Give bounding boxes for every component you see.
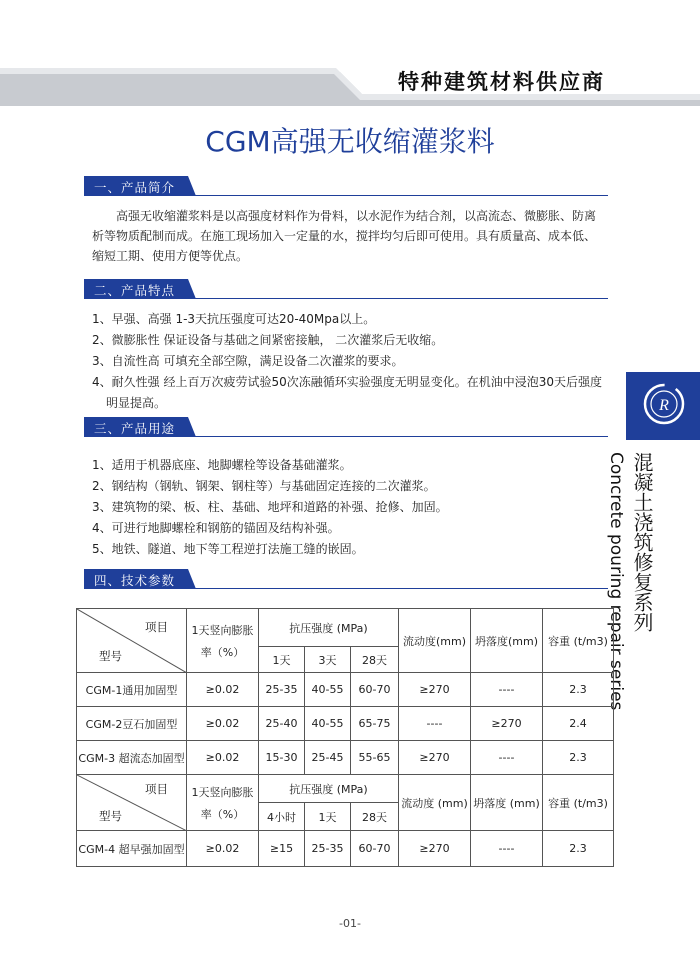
use-item: 2、钢结构（钢轨、钢架、钢柱等）与基础固定连接的二次灌浆。 [92, 479, 436, 493]
header-density: 容重 (t/m3) [543, 609, 614, 673]
feature-item: 明显提高。 [106, 396, 167, 410]
header-day: 1天 [305, 803, 351, 831]
section-divider [84, 588, 608, 589]
use-item: 3、建筑物的梁、板、柱、基础、地坪和道路的补强、抢修、加固。 [92, 500, 448, 514]
series-title-cn: 混凝土浇筑修复系列 [630, 452, 654, 632]
use-item: 5、地铁、隧道、地下等工程逆打法施工缝的嵌固。 [92, 542, 364, 556]
header-strength: 抗压强度 (MPa) [259, 609, 399, 647]
header-expansion: 1天竖向膨胀 率（%） [187, 775, 259, 831]
page-number: -01- [339, 917, 361, 930]
section-divider [84, 298, 608, 299]
section-label: 二、产品特点 [94, 283, 176, 298]
section-tab-specs [84, 569, 196, 589]
header-tagline: 特种建筑材料供应商 [398, 70, 605, 94]
section-divider [84, 436, 608, 437]
section-label: 一、产品简介 [94, 180, 176, 195]
header-item: 项目 [145, 782, 168, 796]
header-flow: 流动度 (mm) [399, 775, 471, 831]
use-item: 1、适用于机器底座、地脚螺栓等设备基础灌浆。 [92, 458, 352, 472]
features-list [92, 309, 612, 414]
table-corner-cell [77, 609, 187, 673]
section-divider [84, 195, 608, 196]
section-tab-features [84, 279, 196, 299]
table-row: CGM-2豆石加固型 ≥0.02 25-40 40-55 65-75 ---- ≥270 2.4 [77, 707, 614, 741]
header-model: 型号 [99, 809, 122, 823]
section-label: 四、技术参数 [94, 573, 176, 588]
header-slump: 坍落度(mm) [471, 609, 543, 673]
header-density: 容重 (t/m3) [543, 775, 614, 831]
header-item: 项目 [145, 620, 168, 634]
table-row: CGM-1通用加固型 ≥0.02 25-35 40-55 60-70 ≥270 ---- 2.3 [77, 673, 614, 707]
table-row: CGM-3 超流态加固型 ≥0.02 15-30 25-45 55-65 ≥270 ---- 2.3 [77, 741, 614, 775]
feature-item: 4、耐久性强 经上百万次疲劳试验50次冻融循环实验强度无明显变化。在机油中浸泡30天后强度 [92, 375, 602, 389]
header-slump: 坍落度 (mm) [471, 775, 543, 831]
feature-item: 3、自流性高 可填充全部空隙，满足设备二次灌浆的要求。 [92, 354, 404, 368]
section-tab-uses [84, 417, 196, 437]
spec-table [76, 608, 614, 867]
feature-item: 1、早强、高强 1-3天抗压强度可达20-40Mpa以上。 [92, 312, 376, 326]
table-row: CGM-4 超早强加固型 ≥0.02 ≥15 25-35 60-70 ≥270 ---- 2.3 [77, 831, 614, 867]
feature-item: 2、微膨胀性 保证设备与基础之间紧密接触， 二次灌浆后无收缩。 [92, 333, 444, 347]
brand-logo-icon [640, 380, 688, 428]
page-title: CGM高强无收缩灌浆料 [205, 125, 495, 158]
brand-logo-text: R [659, 397, 669, 414]
header-expansion: 1天竖向膨胀 率（%） [187, 609, 259, 673]
table-corner-cell [77, 775, 187, 831]
header-strength: 抗压强度 (MPa) [259, 775, 399, 803]
section-tab-intro [84, 176, 196, 196]
series-title-en: Concrete pouring repair series [606, 452, 626, 711]
use-item: 4、可进行地脚螺栓和钢筋的锚固及结构补强。 [92, 521, 340, 535]
header-day: 28天 [351, 647, 399, 673]
header-model: 型号 [99, 649, 122, 663]
uses-list [92, 455, 612, 560]
header-day: 3天 [305, 647, 351, 673]
header-flow: 流动度(mm) [399, 609, 471, 673]
intro-paragraph: 高强无收缩灌浆料是以高强度材料作为骨料，以水泥作为结合剂，以高流态、微膨胀、防离析等物质配制而成。在施工现场加入一定量的水，搅拌均匀后即可使用。具有质量高、成本低、缩短工期、使用方便等优点。 [92, 209, 597, 263]
header-day: 1天 [259, 647, 305, 673]
header-day: 28天 [351, 803, 399, 831]
header-day: 4小时 [259, 803, 305, 831]
section-label: 三、产品用途 [94, 421, 176, 436]
